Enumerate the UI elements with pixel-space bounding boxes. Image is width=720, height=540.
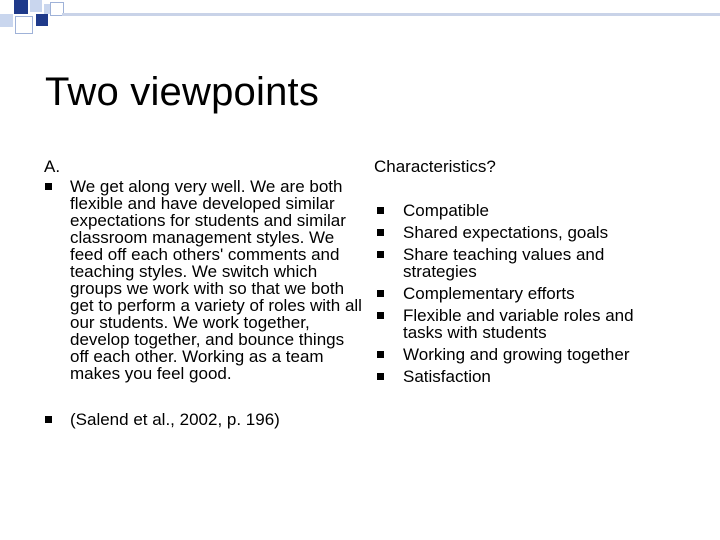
characteristic-text: Flexible and variable roles and tasks with students <box>403 306 634 342</box>
square-bullet-icon <box>377 351 384 358</box>
list-item <box>374 307 674 341</box>
square-bullet-icon <box>377 312 384 319</box>
characteristic-text: Shared expectations, goals <box>403 223 609 242</box>
list-item <box>374 285 674 302</box>
list-item <box>374 224 674 241</box>
square-bullet-icon <box>377 207 384 214</box>
list-item <box>374 202 674 219</box>
slide-title: Two viewpoints <box>45 70 320 114</box>
left-column <box>44 158 364 428</box>
list-item <box>44 178 364 382</box>
characteristic-text: Share teaching values and strategies <box>403 245 605 281</box>
list-item <box>44 411 364 428</box>
decor-square <box>0 14 13 27</box>
square-bullet-icon <box>377 373 384 380</box>
quote-text: We get along very well. We are both flexible and have developed similar expectations for students and similar classroom management styles. We feed off each others' comments and teaching styles. We switch which groups we work with so that we both get to perform a variety of roles with all our students. We work together, develop together, and bounce things off each other. Working as a team makes you feel good. <box>70 177 362 383</box>
citation-text: (Salend et al., 2002, p. 196) <box>70 410 280 429</box>
right-column <box>374 158 674 390</box>
list-item <box>374 246 674 280</box>
characteristic-text: Working and growing together <box>403 345 630 364</box>
left-heading: A. <box>44 157 61 176</box>
square-bullet-icon <box>45 183 52 190</box>
list-item <box>374 346 674 363</box>
square-bullet-icon <box>377 229 384 236</box>
list-item <box>374 368 674 385</box>
decor-square <box>30 0 42 12</box>
top-rule-divider <box>62 13 720 16</box>
characteristics-list <box>374 202 674 385</box>
characteristic-text: Satisfaction <box>403 367 491 386</box>
right-heading: Characteristics? <box>374 157 496 176</box>
characteristic-text: Compatible <box>403 201 489 220</box>
decor-square <box>15 16 33 34</box>
decor-square <box>36 14 48 26</box>
square-bullet-icon <box>377 251 384 258</box>
square-bullet-icon <box>377 290 384 297</box>
square-bullet-icon <box>45 416 52 423</box>
decor-square <box>14 0 28 14</box>
characteristic-text: Complementary efforts <box>403 284 575 303</box>
